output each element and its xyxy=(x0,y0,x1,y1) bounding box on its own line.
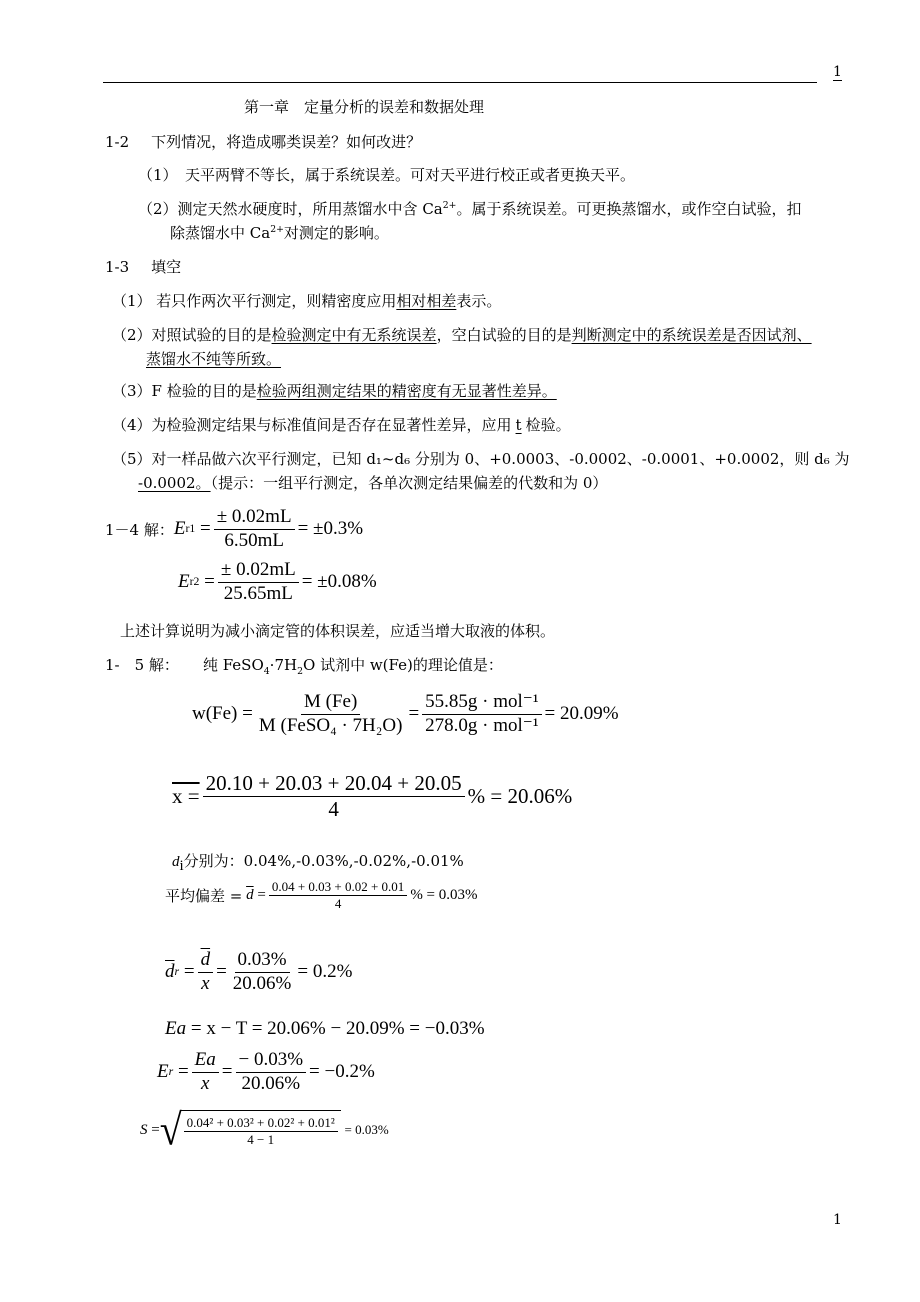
denominator: M (FeSO₄ · 7H₂O) xyxy=(258,714,403,736)
text: （3）F 检验的目的是 xyxy=(112,382,257,400)
numerator: ± 0.02mL xyxy=(214,507,295,530)
q1-5-standard-deviation: S = √ $\frac{\text{0.04² + 0.03² + 0.02² + 0.01²}}{4 - 1}$ = 0.03% xyxy=(140,1104,389,1155)
numerator: 55.85g · mol⁻¹ xyxy=(422,692,541,715)
text: （2）测定天然水硬度时，所用蒸馏水中含 Ca xyxy=(138,200,443,218)
q1-3-fill-5-line1: （5）对一样品做六次平行测定，已知 d₁~d₆ 分别为 0、+0.0003、-0.0002、-0.0001、+0.0002，则 d₆ 为 xyxy=(112,450,850,468)
q1-2-heading xyxy=(105,131,421,152)
subscript: 4 xyxy=(263,666,270,677)
variable: E xyxy=(173,518,186,540)
header-page-number: 1 xyxy=(833,64,842,80)
footer-page-number: 1 xyxy=(833,1212,842,1228)
q1-3-fill-4 xyxy=(112,414,571,435)
fraction xyxy=(184,1116,338,1148)
sqrt-sign: √ xyxy=(159,1104,182,1155)
answer: t xyxy=(515,416,522,434)
text: 平均偏差 = xyxy=(165,887,243,906)
q1-2-stem: 下列情况，将造成哪类误差？如何改进？ xyxy=(151,133,422,151)
q1-5-relative-average-deviation: $\overline{d}$ r = $\frac{\overline{d}}{x}$ = $\frac{0.03\%}{20.06\%}$ = 0.2% xyxy=(165,949,353,994)
denominator: 6.50mL xyxy=(224,529,284,551)
text: ，空白试验的目的是 xyxy=(436,326,572,344)
q1-3-fill-2-line2 xyxy=(146,348,281,369)
q1-5-intro xyxy=(105,654,503,677)
q1-5-w-fe-equation: w(Fe) = $\frac{M (Fe)}{\text{M (FeSO₄ · 7H₂O)}}$ = $\frac{\text{55.85g · mol⁻¹}}{\text{278.0g · mol⁻¹}}$ = 20.09% xyxy=(192,691,619,736)
numerator: ± 0.02mL xyxy=(218,560,299,583)
text: 纯 FeSO xyxy=(202,656,264,674)
text: 除蒸馏水中 Ca xyxy=(170,224,271,242)
header-rule xyxy=(103,82,817,83)
q1-5-label: 1- 5 解： xyxy=(105,656,179,674)
q1-3-label: 1-3 xyxy=(105,258,130,276)
numerator: M (Fe) xyxy=(301,692,360,715)
numerator: 20.10 + 20.03 + 20.04 + 20.05 xyxy=(203,772,465,797)
answer: 检验两组测定结果的精密度有无显著性差异。 xyxy=(256,382,557,400)
equation: $\overline{d}$ = $\frac{0.04 + 0.03 + 0.02 + 0.01}{4}$ % = 0.03% xyxy=(246,879,478,912)
text: = x − T = 20.06% − 20.09% = −0.03% xyxy=(190,1018,485,1039)
superscript: 2+ xyxy=(270,224,284,235)
subscript: r1 xyxy=(185,522,196,536)
fraction xyxy=(203,772,465,821)
result: = ±0.3% xyxy=(297,518,364,540)
result: = −0.2% xyxy=(309,1061,375,1083)
q1-4-conclusion: 上述计算说明为减小滴定管的体积误差，应适当增大取液的体积。 xyxy=(120,622,556,640)
result: = ±0.08% xyxy=(301,571,377,593)
q1-4-eq1 xyxy=(105,507,363,552)
text: 检验。 xyxy=(525,416,571,434)
fraction: $\frac{Ea}{x}$ xyxy=(192,1050,219,1095)
radicand xyxy=(181,1110,341,1150)
fraction xyxy=(218,560,299,605)
answer: 蒸馏水不纯等所致。 xyxy=(146,350,282,368)
q1-4-eq2: E r2 = $\frac{\pm 0.02mL}{25.65mL}$ = ±0.08% xyxy=(178,559,377,604)
subscript: 2 xyxy=(297,666,303,677)
denominator: 4 xyxy=(334,896,342,912)
lhs: x = xyxy=(172,784,200,809)
answer: 相对相差 xyxy=(396,292,457,310)
denominator: 20.06% xyxy=(241,1072,301,1094)
fraction xyxy=(256,692,406,737)
q1-3-fill-3 xyxy=(112,380,557,401)
q1-3-fill-1 xyxy=(112,290,501,311)
fraction xyxy=(422,692,541,737)
q1-2-answer-1: （1） 天平两臂不等长，属于系统误差。可对天平进行校正或者更换天平。 xyxy=(138,166,636,184)
result: = 0.03% xyxy=(344,1122,389,1137)
hint: （提示：一组平行测定，各单次测定结果偏差的代数和为 0） xyxy=(210,474,608,492)
text: 分别为：0.04%,-0.03%,-0.02%,-0.01% xyxy=(183,852,464,870)
result: = 0.2% xyxy=(297,961,353,983)
fraction xyxy=(214,507,295,552)
text: （1） 若只作两次平行测定，则精密度应用 xyxy=(112,292,397,310)
fraction: $\frac{\overline{d}}{x}$ xyxy=(198,950,214,995)
text: （4）为检验测定结果与标准值间是否存在显著性差异，应用 xyxy=(112,416,512,434)
result: % = 20.06% xyxy=(467,784,573,809)
text: ·7H xyxy=(269,656,298,674)
q1-5-mean-equation xyxy=(172,772,572,821)
variable: E xyxy=(178,571,190,593)
denominator: 4 xyxy=(328,797,339,822)
q1-3-stem: 填空 xyxy=(151,258,182,276)
numerator: 0.04 + 0.03 + 0.02 + 0.01 xyxy=(269,880,408,896)
fraction xyxy=(269,880,408,912)
q1-5-deviations: $d_i$分别为：0.04%,-0.03%,-0.02%,-0.01% xyxy=(172,852,464,874)
result: = 20.09% xyxy=(544,703,619,725)
denominator: 25.65mL xyxy=(223,582,293,604)
text: 对测定的影响。 xyxy=(283,224,389,242)
sqrt xyxy=(159,1104,341,1155)
subscript: r2 xyxy=(189,575,200,589)
text: O 试剂中 w(Fe)的理论值是： xyxy=(303,656,503,674)
q1-2-label: 1-2 xyxy=(105,133,130,151)
text: 。属于系统误差。可更换蒸馏水，或作空白试验，扣 xyxy=(456,200,802,218)
equation: E r1 = $\frac{\pm 0.02mL}{6.50mL}$ = ±0.3% xyxy=(173,506,364,551)
q1-5-average-deviation xyxy=(165,880,478,912)
fraction xyxy=(230,950,295,995)
text: （2）对照试验的目的是 xyxy=(112,326,272,344)
text: 表示。 xyxy=(456,292,502,310)
q1-5-absolute-error: Ea = x − T = 20.06% − 20.09% = −0.03% xyxy=(165,1018,485,1039)
q1-5-relative-error: E r = $\frac{Ea}{x}$ = $\frac{- 0.03\%}{20.06\%}$ = −0.2% xyxy=(157,1049,375,1094)
q1-2-answer-2-line2 xyxy=(170,222,389,243)
numerator: 0.04² + 0.03² + 0.02² + 0.01² xyxy=(184,1116,338,1132)
numerator: 0.03% xyxy=(235,950,290,973)
answer: -0.0002。 xyxy=(138,474,211,492)
answer: 检验测定中有无系统误差 xyxy=(271,326,437,344)
denominator: 4 − 1 xyxy=(247,1132,275,1147)
superscript: 2+ xyxy=(442,200,457,211)
fraction xyxy=(236,1050,307,1095)
chapter-title: 第一章 定量分析的误差和数据处理 xyxy=(244,98,485,116)
result: % = 0.03% xyxy=(410,887,478,904)
numerator: − 0.03% xyxy=(236,1050,307,1073)
denominator: 20.06% xyxy=(232,972,292,994)
denominator: 278.0g · mol⁻¹ xyxy=(425,714,539,736)
q1-2-answer-2-line1 xyxy=(138,198,801,219)
q1-3-fill-2-line1 xyxy=(112,324,812,345)
q1-3-heading xyxy=(105,256,181,277)
q1-4-label: 1－4 解： xyxy=(105,520,174,539)
answer: 判断测定中的系统误差是否因试剂、 xyxy=(571,326,812,344)
q1-3-fill-5-line2 xyxy=(138,472,607,493)
lhs: w(Fe) = xyxy=(192,703,253,725)
